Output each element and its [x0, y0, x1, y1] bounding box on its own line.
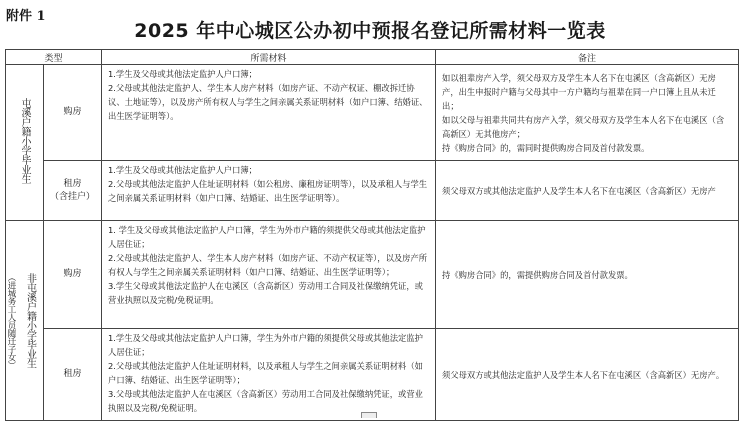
- notes-cell: [436, 161, 739, 221]
- category-local-graduates: [6, 65, 44, 221]
- material-line: 1.学生及父母或其他法定监护人户口簿，学生为外市户籍的须提供父母或其他法定监护人居住证；: [108, 333, 423, 357]
- table-row: [6, 221, 739, 329]
- category-label: 屯溪户籍小学毕业生: [19, 97, 30, 184]
- material-line: 1. 学生及父母或其他法定监护人户口簿，学生为外市户籍的须提供父母或其他法定监护人居住证；: [108, 225, 426, 249]
- material-line: 2.父母或其他法定监护人住址证明材料，以及承租人与学生之间亲属关系证明材料（如户口簿、结婚证、出生医学证明等）；: [108, 361, 423, 385]
- subcategory-cell: [44, 221, 102, 329]
- header-materials: 所需材料: [102, 50, 436, 65]
- notes-cell: [436, 65, 739, 161]
- subcategory-label: 租房: [63, 369, 82, 379]
- header-notes: 备注: [436, 50, 739, 65]
- header-row: [6, 50, 739, 65]
- material-line: 1.学生及父母或其他法定监护人户口簿；: [108, 69, 257, 79]
- subcategory-cell: [44, 329, 102, 421]
- document-title: 2025 年中心城区公办初中预报名登记所需材料一览表: [134, 20, 606, 42]
- category-nonlocal-graduates: [6, 221, 44, 421]
- material-line: 2.父母或其他法定监护人、学生本人房产材料（如房产证、不动产权证、棚改拆迁协议、土地证等），以及房产所有权人与学生之间亲属关系证明材料（如户口簿、结婚证、出生医学证明等）。: [108, 83, 428, 121]
- materials-cell: [102, 161, 436, 221]
- material-line: 2.父母或其他法定监护人住址证明材料（如公租房、廉租房证明等），以及承租人与学生之间亲属关系证明材料（如户口簿、结婚证、出生医学证明等）。: [108, 179, 428, 203]
- material-line: 1.学生及父母或其他法定监护人户口簿；: [108, 165, 257, 175]
- materials-cell: [102, 329, 436, 421]
- note-line: 如以祖辈房产入学，须父母双方及学生本人名下在屯溪区（含高新区）无房产，出生申报时户籍与父母其中一方户籍均与祖辈在同一户口簿上且从未迁出；: [442, 72, 716, 111]
- subcategory-label: 租房: [63, 178, 82, 189]
- category-sublabel: （进城务工人员随迁子女）: [6, 272, 16, 369]
- table-row: [6, 161, 739, 221]
- table-row: [6, 65, 739, 161]
- note-line: 须父母双方或其他法定监护人及学生本人名下在屯溪区（含高新区）无房产: [442, 185, 716, 196]
- subcategory-cell: [44, 65, 102, 161]
- subcategory-label: 购房: [63, 107, 82, 117]
- table-row: [6, 329, 739, 421]
- notes-cell: [436, 221, 739, 329]
- subcategory-note: （含挂户）: [50, 191, 96, 202]
- attachment-label: 附件 1: [6, 9, 46, 24]
- materials-cell: [102, 221, 436, 329]
- category-label: 非屯溪户籍小学毕业生: [24, 273, 36, 368]
- page-break-marker: [361, 412, 377, 418]
- material-line: 2.父母或其他法定监护人、学生本人房产材料（如房产证、不动产权证等），以及房产所有权人与学生之间亲属关系证明材料（如户口簿、结婚证、出生医学证明等）；: [108, 253, 428, 277]
- note-line: 持《购房合同》的，需提供购房合同及首付款发票。: [442, 269, 633, 280]
- note-line: 须父母双方或其他法定监护人及学生本人名下在屯溪区（含高新区）无房产。: [442, 369, 725, 380]
- material-line: 3.父母或其他法定监护人在屯溪区（含高新区）劳动用工合同及社保缴纳凭证，或营业执照以及完税/免税证明。: [108, 389, 423, 413]
- subcategory-label: 购房: [63, 269, 82, 279]
- materials-table: [5, 49, 739, 421]
- note-line: 如以父母与祖辈共同共有房产入学，须父母双方及学生本人名下在屯溪区（含高新区）无其他房产；: [442, 114, 725, 139]
- materials-cell: [102, 65, 436, 161]
- notes-cell: [436, 329, 739, 421]
- note-line: 持《购房合同》的，需同时提供购房合同及首付款发票。: [442, 142, 650, 153]
- material-line: 3.学生父母或其他法定监护人在屯溪区（含高新区）劳动用工合同及社保缴纳凭证，或营业执照以及完税/免税证明。: [108, 281, 423, 305]
- header-type: 类型: [6, 50, 102, 65]
- subcategory-cell: [44, 161, 102, 221]
